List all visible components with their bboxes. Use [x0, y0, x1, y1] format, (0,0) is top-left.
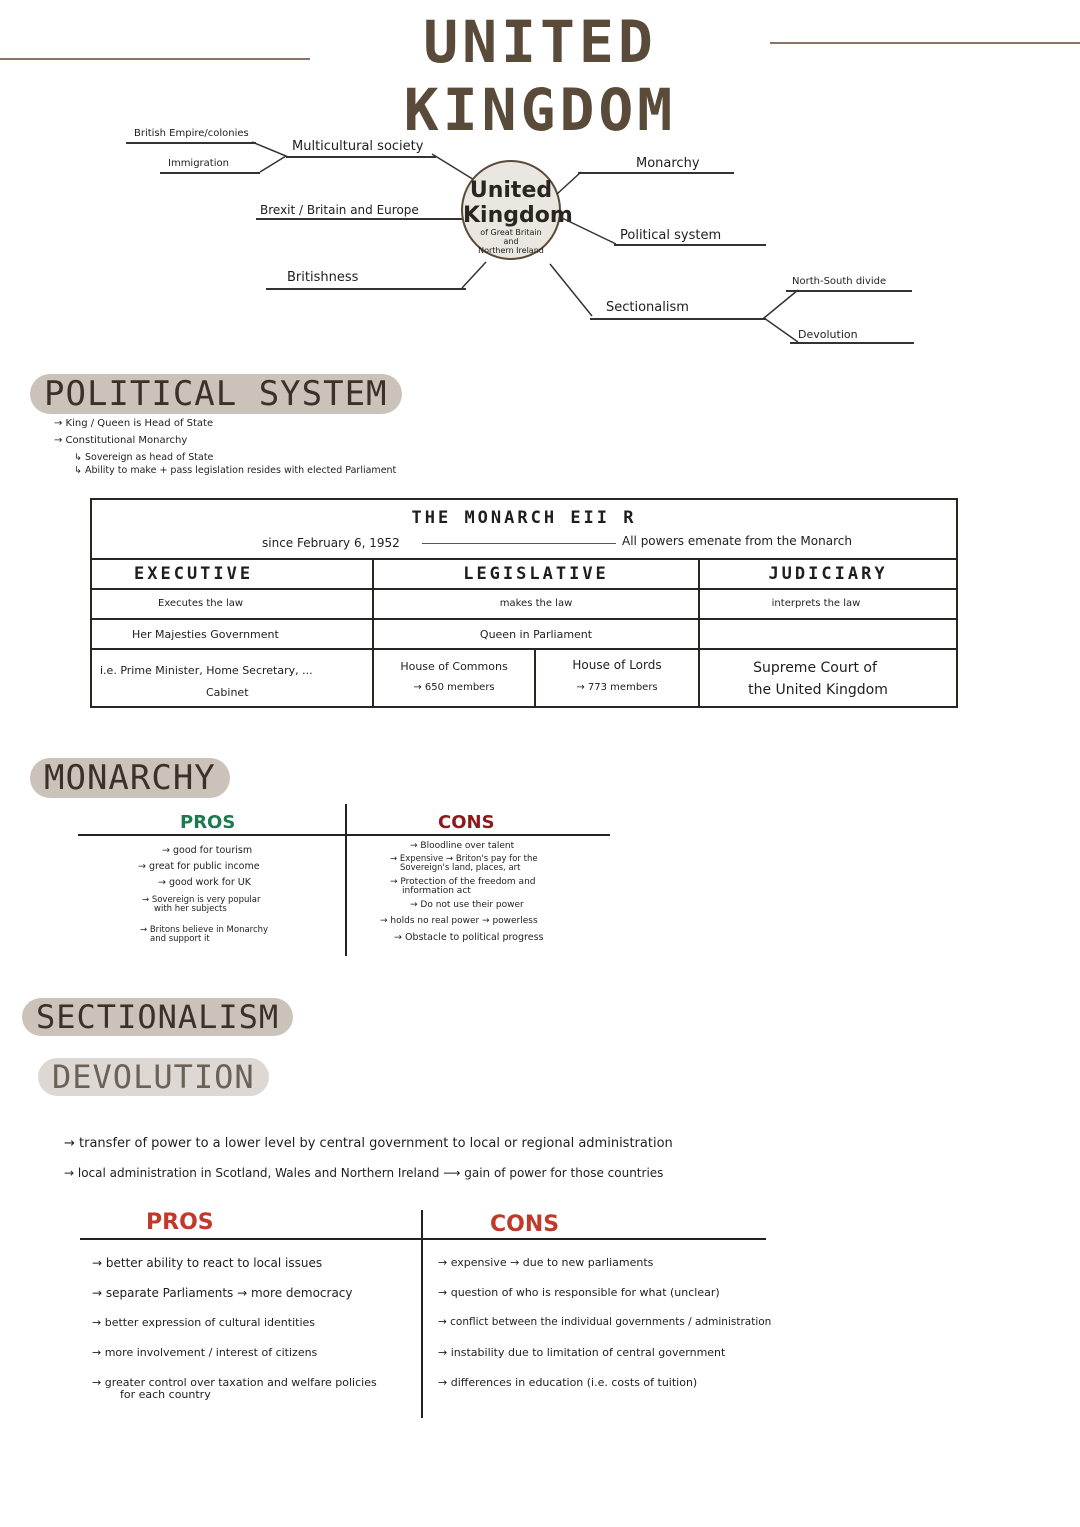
- mm-line: [786, 290, 912, 292]
- judiciary-header: JUDICIARY: [768, 564, 888, 584]
- mm-immigration: Immigration: [168, 158, 229, 169]
- mm-political-system: Political system: [620, 228, 722, 243]
- title-underline-right: [770, 42, 1080, 44]
- monarchy-pro: → Britons believe in Monarchy: [140, 925, 269, 935]
- page-title: UNITED KINGDOM: [403, 8, 677, 144]
- monarchy-con: information act: [402, 886, 471, 896]
- table-rule: [92, 618, 956, 620]
- devolution-con: → differences in education (i.e. costs of tuition): [438, 1376, 698, 1389]
- mm-line: [790, 342, 914, 344]
- mm-connector: [560, 214, 620, 248]
- lords: House of Lords: [572, 658, 662, 672]
- monarchy-pro: → great for public income: [138, 861, 260, 872]
- monarchy-pro: → good for tourism: [162, 845, 253, 856]
- executive-header: EXECUTIVE: [134, 564, 254, 584]
- monarchy-pro: with her subjects: [154, 904, 227, 914]
- devolution-def-2: → local administration in Scotland, Wales and Northern Ireland ⟶ gain of power for those countries: [64, 1166, 664, 1180]
- mm-connector: [760, 288, 800, 344]
- mm-center-node: [461, 160, 573, 260]
- monarchy-con: Sovereign's land, places, art: [400, 863, 521, 873]
- center-sub2: and: [503, 237, 519, 246]
- mm-north-south: North-South divide: [792, 276, 887, 287]
- devolution-heading: DEVOLUTION: [38, 1058, 269, 1096]
- mm-line: [266, 288, 466, 290]
- jud-desc: interprets the law: [771, 598, 861, 609]
- monarchy-con: → Protection of the freedom and: [390, 877, 536, 887]
- mm-line: [286, 156, 436, 158]
- monarchy-hrule: [78, 834, 610, 836]
- supreme-court-1: Supreme Court of: [753, 660, 877, 676]
- pol-point-4: ↳ Ability to make + pass legislation resides with elected Parliament: [74, 465, 397, 476]
- mm-connector: [250, 140, 290, 174]
- devolution-pro: → better expression of cultural identities: [92, 1316, 315, 1329]
- devolution-pro: → greater control over taxation and welfare policies: [92, 1376, 377, 1389]
- leg-gov: Queen in Parliament: [479, 628, 593, 641]
- monarchy-heading: MONARCHY: [30, 758, 230, 798]
- mm-sectionalism: Sectionalism: [606, 300, 689, 315]
- monarchy-con: → Expensive → Briton's pay for the: [390, 854, 538, 864]
- table-rule: [92, 648, 956, 650]
- monarchy-pros-label: PROS: [180, 812, 236, 833]
- table-rule: [520, 543, 616, 544]
- monarchy-cons-label: CONS: [438, 812, 495, 833]
- devolution-con: → conflict between the individual governments / administration: [438, 1316, 772, 1328]
- exec-desc: Executes the law: [158, 598, 244, 609]
- mm-line: [614, 244, 766, 246]
- monarchy-pro: and support it: [150, 934, 210, 944]
- supreme-court-2: the United Kingdom: [748, 682, 888, 698]
- exec-ie: i.e. Prime Minister, Home Secretary, ...: [100, 664, 313, 677]
- monarch-title: THE MONARCH EII R: [411, 508, 637, 528]
- pol-point-3: ↳ Sovereign as head of State: [74, 452, 214, 463]
- monarch-powers: All powers emenate from the Monarch: [622, 534, 852, 548]
- devolution-vrule: [421, 1210, 423, 1418]
- devolution-hrule: [80, 1238, 766, 1240]
- center-sub1: of Great Britain: [480, 228, 542, 237]
- exec-gov: Her Majesties Government: [132, 628, 279, 641]
- mm-line: [590, 318, 766, 320]
- mm-british-empire: British Empire/colonies: [134, 128, 249, 139]
- sectionalism-heading: SECTIONALISM: [22, 998, 293, 1036]
- mm-britishness: Britishness: [287, 270, 359, 285]
- mm-monarchy: Monarchy: [636, 156, 700, 171]
- devolution-def-1: → transfer of power to a lower level by central government to local or regional administration: [64, 1136, 673, 1151]
- devolution-pro: → separate Parliaments → more democracy: [92, 1286, 353, 1300]
- mm-multicultural: Multicultural society: [292, 139, 424, 154]
- devolution-pro: → better ability to react to local issues: [92, 1256, 323, 1270]
- table-rule: [92, 588, 956, 590]
- table-rule: [92, 558, 956, 560]
- mm-devolution: Devolution: [798, 328, 858, 341]
- monarchy-con: → Obstacle to political progress: [394, 932, 544, 943]
- leg-desc: makes the law: [499, 598, 573, 609]
- center-kingdom: Kingdom: [463, 203, 573, 228]
- monarch-since: since February 6, 1952: [262, 536, 400, 550]
- monarchy-pro: → good work for UK: [158, 877, 251, 888]
- political-system-heading: POLITICAL SYSTEM: [30, 374, 402, 414]
- mm-line: [578, 172, 734, 174]
- mm-connector: [460, 258, 490, 290]
- mm-brexit: Brexit / Britain and Europe: [260, 203, 419, 217]
- devolution-pro: → more involvement / interest of citizens: [92, 1346, 318, 1359]
- mm-line: [126, 142, 256, 144]
- mm-line: [256, 218, 464, 220]
- mm-connector: [548, 260, 598, 320]
- devolution-cons-label: CONS: [490, 1212, 560, 1237]
- monarchy-con: → holds no real power → powerless: [380, 916, 538, 926]
- devolution-pros-label: PROS: [146, 1210, 214, 1235]
- political-system-table: [90, 498, 958, 708]
- devolution-con: → expensive → due to new parliaments: [438, 1256, 654, 1269]
- center-united: United: [469, 178, 553, 203]
- devolution-con: → question of who is responsible for what (unclear): [438, 1286, 720, 1299]
- pol-point-2: → Constitutional Monarchy: [54, 435, 188, 446]
- monarchy-vrule: [345, 804, 347, 956]
- monarchy-pro: → Sovereign is very popular: [142, 895, 261, 905]
- devolution-con: → instability due to limitation of central government: [438, 1346, 726, 1359]
- lords-members: → 773 members: [576, 682, 658, 693]
- table-rule: [534, 648, 536, 706]
- legislative-header: LEGISLATIVE: [463, 564, 609, 584]
- monarchy-con: → Bloodline over talent: [410, 841, 515, 851]
- monarchy-con: → Do not use their power: [410, 900, 524, 910]
- commons: House of Commons: [400, 660, 508, 673]
- mm-line: [160, 172, 260, 174]
- devolution-pro: for each country: [120, 1388, 211, 1401]
- title-underline-left: [0, 58, 310, 60]
- commons-members: → 650 members: [413, 682, 495, 693]
- center-sub3: Northern Ireland: [478, 246, 544, 255]
- exec-cabinet: Cabinet: [206, 686, 249, 699]
- pol-point-1: → King / Queen is Head of State: [54, 418, 214, 429]
